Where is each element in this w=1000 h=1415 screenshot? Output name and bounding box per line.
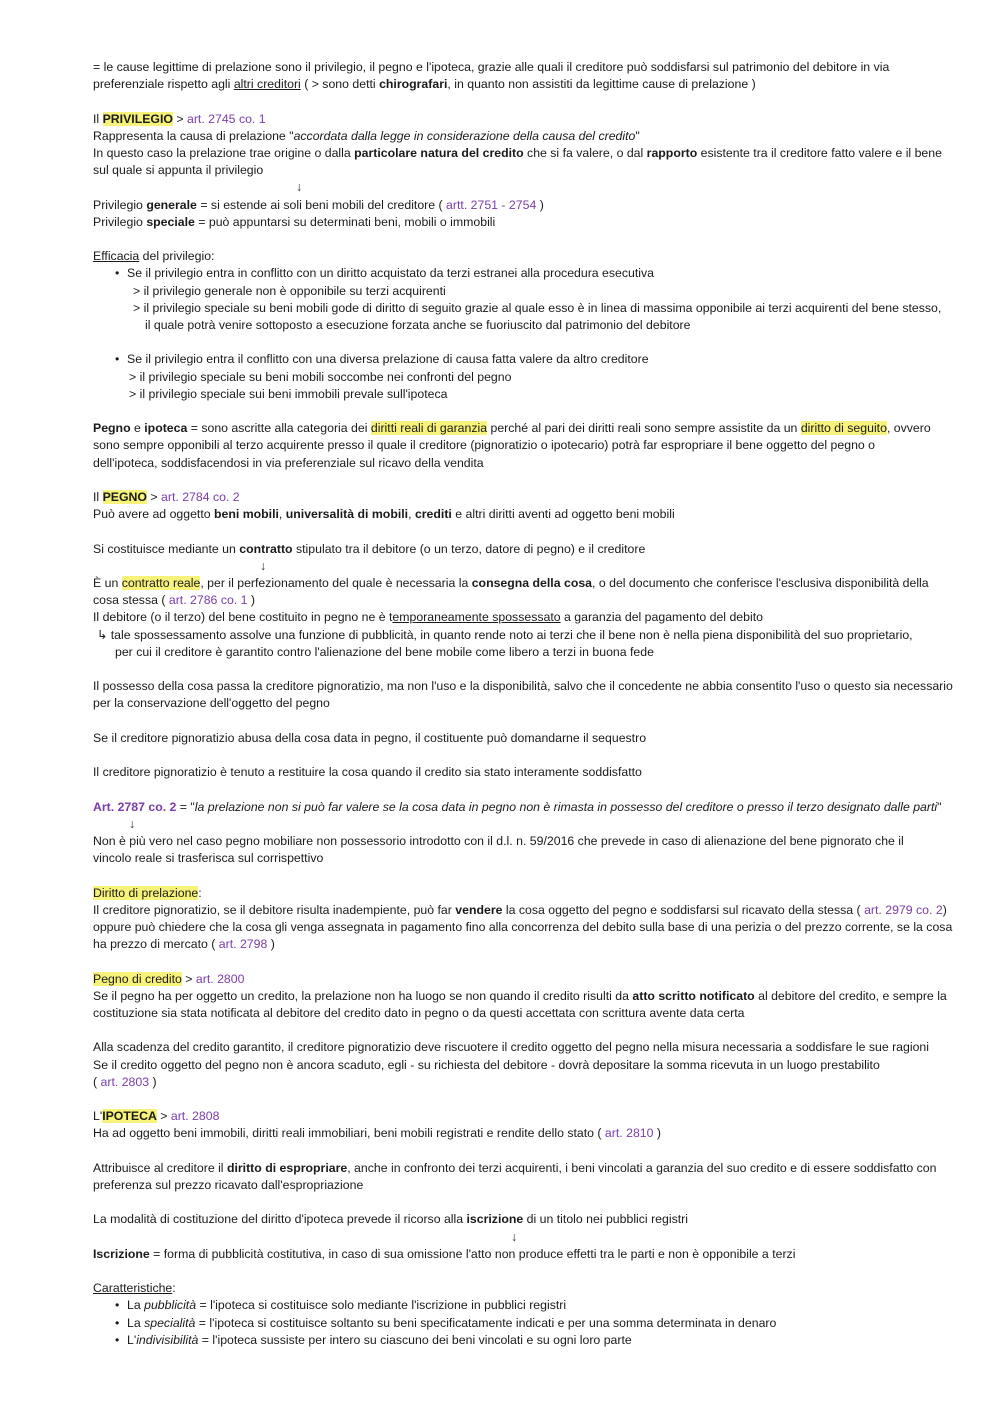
non-possessorio-line-1: Non è più vero nel caso pegno mobiliare non possessorio introdotto con il d.l. n. 59/2016 che prevede in caso di alienazione del bene pignorato che il bbox=[93, 833, 904, 848]
spossessamento-line: Il debitore (o il terzo) del bene costituito in pegno ne è temporaneamente spossessato a garanzia del pagamento del debito bbox=[93, 610, 763, 625]
ipoteca-heading: L'IPOTECA > art. 2808 bbox=[93, 1109, 220, 1124]
efficacia-sub-4: > il privilegio speciale su beni mobili soccombe nei confronti del pegno bbox=[129, 369, 512, 384]
scadenza-line-1: Alla scadenza del credito garantito, il creditore pignoratizio deve riscuotere il credito oggetto del pegno nella misura necessaria a soddisfare le sue ragioni bbox=[93, 1040, 929, 1055]
privilegio-origin-line-1: In questo caso la prelazione trae origine o dalla particolare natura del credito che si fa valere, o dal rapporto esistente tra il creditore fatto valere e il bene bbox=[93, 146, 942, 160]
diritti-reali-garanzia-highlight: diritti reali di garanzia bbox=[370, 421, 488, 436]
caratteristica-indivisibilita: • L'indivisibilità = l'ipoteca sussiste per intero su ciascuno dei beni vincolati e su ogni loro parte bbox=[93, 1332, 993, 1349]
return-arrow-icon: ↳ bbox=[97, 627, 108, 642]
contratto-reale-line-1: È un contratto reale, per il perfezionamento del quale è necessaria la consegna della cosa, o del documento che conferisce l'esclusiva disponibilità della bbox=[93, 576, 929, 590]
efficacia-sub-2: > il privilegio speciale su beni mobili gode di diritto di seguito grazie al quale esso è in linea di massima opponibile ai terzi acquirenti del bene stesso, bbox=[133, 300, 942, 315]
art-2786-ref: art. 2786 co. 1 bbox=[168, 593, 248, 608]
art-2979-ref: art. 2979 co. 2 bbox=[864, 902, 943, 917]
art-2745-ref: art. 2745 co. 1 bbox=[186, 111, 266, 126]
intro-line-1: = le cause legittime di prelazione sono il privilegio, il pegno e l'ipoteca, grazie alle quali il creditore può soddisfarsi sul patrimonio del debitore in via bbox=[93, 60, 890, 74]
privilegio-speciale: Privilegio speciale = può appuntarsi su determinati beni, mobili o immobili bbox=[93, 214, 496, 229]
pegno-heading: Il PEGNO > art. 2784 co. 2 bbox=[93, 490, 240, 504]
art-2810-ref: art. 2810 bbox=[604, 1126, 654, 1141]
efficacia-heading: Efficacia del privilegio: bbox=[93, 249, 215, 264]
efficacia-sub-5: > il privilegio speciale sui beni immobili prevale sull'ipoteca bbox=[129, 386, 448, 401]
art-2784-ref: art. 2784 co. 2 bbox=[161, 490, 240, 504]
intro-line-2: preferenziale rispetto agli altri creditori ( > sono detti chirografari, in quanto non assistiti da legittime cause di prelazione ) bbox=[93, 77, 756, 92]
efficacia-sub-1: > il privilegio generale non è opponibile su terzi acquirenti bbox=[133, 283, 446, 298]
contratto-reale-line-2: cosa stessa ( art. 2786 co. 1 ) bbox=[93, 593, 255, 608]
iscrizione-definizione: Iscrizione = forma di pubblicità costitutiva, in caso di sua omissione l'atto non produce effetti tra le parti e non è opponibile a terzi bbox=[93, 1246, 796, 1261]
down-arrow-1: ↓ bbox=[296, 180, 303, 195]
espropriare-line-1: Attribuisce al creditore il diritto di espropriare, anche in confronto dei terzi acquirenti, i beni vincolati a garanzia del suo credito e di essere soddisfatto con bbox=[93, 1160, 937, 1175]
art-2787-line: Art. 2787 co. 2 = "la prelazione non si può far valere se la cosa data in pegno non è rimasta in possesso del creditore o presso il terzo designato dalle parti" bbox=[93, 799, 942, 814]
down-arrow-3: ↓ bbox=[129, 816, 136, 831]
altri-creditori-text: altri creditori bbox=[233, 77, 301, 92]
possesso-line-1: Il possesso della cosa passa la creditore pignoratizio, ma non l'uso e la disponibilità, salvo che il concedente ne abbia consentito l'uso o questo sia necessario bbox=[93, 679, 953, 694]
scadenza-line-3: ( art. 2803 ) bbox=[93, 1074, 157, 1089]
privilegio-generale: Privilegio generale = si estende ai soli beni mobili del creditore ( artt. 2751 - 2754 ) bbox=[93, 197, 544, 212]
efficacia-sub-3: il quale potrà venire sottoposto a esecuzione forzata anche se fuoriuscito dal patrimonio del debitore bbox=[145, 318, 691, 333]
privilegio-title: PRIVILEGIO bbox=[102, 111, 173, 126]
scadenza-line-2: Se il credito oggetto del pegno non è ancora scaduto, egli - su richiesta del debitore - dovrà depositare la somma ricevuta in un luogo prestabilito bbox=[93, 1057, 880, 1072]
diritto-seguito-highlight: diritto di seguito bbox=[800, 421, 887, 436]
art-2808-ref: art. 2808 bbox=[170, 1109, 220, 1124]
pegno-ipoteca-line-1: Pegno e ipoteca = sono ascritte alla categoria dei diritti reali di garanzia perché al pari dei diritti reali sono sempre assistite da un diritto di seguito, ovvero bbox=[93, 421, 931, 436]
ipoteca-oggetto: Ha ad oggetto beni immobili, diritti reali immobiliari, beni mobili registrati e rendite dello stato ( art. 2810 ) bbox=[93, 1126, 661, 1141]
efficacia-bullet-2: • Se il privilegio entra il conflitto con una diversa prelazione di causa fatta valere da altro creditore bbox=[93, 351, 993, 368]
caratteristica-specialita: • La specialità = l'ipoteca si costituisce soltanto su beni specificatamente indicati e per una somma determinata in denaro bbox=[93, 1315, 993, 1332]
privilegio-origin-line-2: sul quale si appunta il privilegio bbox=[93, 163, 264, 178]
caratteristica-pubblicita: • La pubblicità = l'ipoteca si costituisce solo mediante l'iscrizione in pubblici registri bbox=[93, 1297, 993, 1314]
down-arrow-4: ↓ bbox=[511, 1229, 518, 1244]
down-arrow-2: ↓ bbox=[260, 558, 267, 573]
espropriare-line-2: preferenza sul prezzo ricavato dall'espropriazione bbox=[93, 1177, 364, 1192]
efficacia-bullet-1: • Se il privilegio entra in conflitto con un diritto acquistato da terzi estranei alla procedura esecutiva bbox=[93, 265, 993, 282]
caratteristiche-heading: Caratteristiche: bbox=[93, 1281, 176, 1296]
art-2787-ref: Art. 2787 co. 2 bbox=[93, 799, 177, 814]
pegno-oggetto: Può avere ad oggetto beni mobili, universalità di mobili, crediti e altri diritti aventi ad oggetto beni mobili bbox=[93, 507, 675, 522]
pegno-credito-heading: Pegno di credito > art. 2800 bbox=[93, 971, 245, 986]
pegno-ipoteca-line-3: dell'ipoteca, soddisfacendosi in via preferenziale sul ricavo della vendita bbox=[93, 455, 484, 470]
iscrizione-modalita: La modalità di costituzione del diritto d'ipoteca prevede il ricorso alla iscrizione di un titolo nei pubblici registri bbox=[93, 1212, 688, 1227]
possesso-line-2: per la conservazione dell'oggetto del pegno bbox=[93, 696, 330, 711]
ipoteca-title: IPOTECA bbox=[102, 1109, 157, 1124]
pubblicita-line-2: per cui il creditore è garantito contro l'alienazione del bene mobile come libero a terzi in buona fede bbox=[115, 644, 654, 659]
diritto-prelazione-line-2: oppure può chiedere che la cosa gli venga assegnata in pagamento fino alla concorrenza del debito sulla base di una perizia o del prezzo corrente, se la cosa bbox=[93, 919, 953, 934]
pegno-credito-line-1: Se il pegno ha per oggetto un credito, la prelazione non ha luogo se non quando il credito risulti da atto scritto notificato al debitore del credito, e sempre la bbox=[93, 988, 947, 1003]
privilegio-definition: Rappresenta la causa di prelazione "accordata dalla legge in considerazione della causa del credito" bbox=[93, 128, 640, 143]
diritto-prelazione-line-3: ha prezzo di mercato ( art. 2798 ) bbox=[93, 937, 275, 952]
document-page bbox=[93, 59, 993, 1349]
pubblicita-line-1: ↳ tale spossessamento assolve una funzione di pubblicità, in quanto rende noto ai terzi che il bene non è nella piena disponibilità del suo proprietario, bbox=[93, 627, 993, 644]
diritto-prelazione-line-1: Il creditore pignoratizio, se il debitore risulta inadempiente, può far vendere la cosa oggetto del pegno e soddisfarsi sul ricavato della stessa ( art. 2979 co. 2) bbox=[93, 902, 947, 917]
pegno-ipoteca-line-2: sono sempre opponibili al terzo acquirente presso il quale il creditore (pignoratizio o ipotecario) potrà far espropriare il bene oggetto del pegno o bbox=[93, 438, 875, 453]
non-possessorio-line-2: vincolo reale si trasferisca sul corrispettivo bbox=[93, 851, 324, 866]
pegno-costituzione: Si costituisce mediante un contratto stipulato tra il debitore (o un terzo, datore di pegno) e il creditore bbox=[93, 541, 646, 556]
art-2751-ref: artt. 2751 - 2754 bbox=[446, 197, 537, 212]
diritto-prelazione-heading: Diritto di prelazione: bbox=[93, 885, 202, 900]
art-2800-ref: art. 2800 bbox=[195, 971, 245, 986]
pegno-credito-line-2: costituzione sia stata notificata al debitore del credito dato in pegno o da questi accettata con scrittura avente data certa bbox=[93, 1005, 745, 1020]
restituzione-line: Il creditore pignoratizio è tenuto a restituire la cosa quando il credito sia stato interamente soddisfatto bbox=[93, 765, 642, 780]
privilegio-heading: Il PRIVILEGIO > art. 2745 co. 1 bbox=[93, 111, 266, 126]
pegno-title: PEGNO bbox=[102, 490, 147, 504]
art-2798-ref: art. 2798 bbox=[218, 937, 268, 952]
art-2803-ref: art. 2803 bbox=[100, 1074, 150, 1089]
sequestro-line: Se il creditore pignoratizio abusa della cosa data in pegno, il costituente può domandarne il sequestro bbox=[93, 730, 647, 745]
contratto-reale-highlight: contratto reale bbox=[121, 576, 201, 590]
